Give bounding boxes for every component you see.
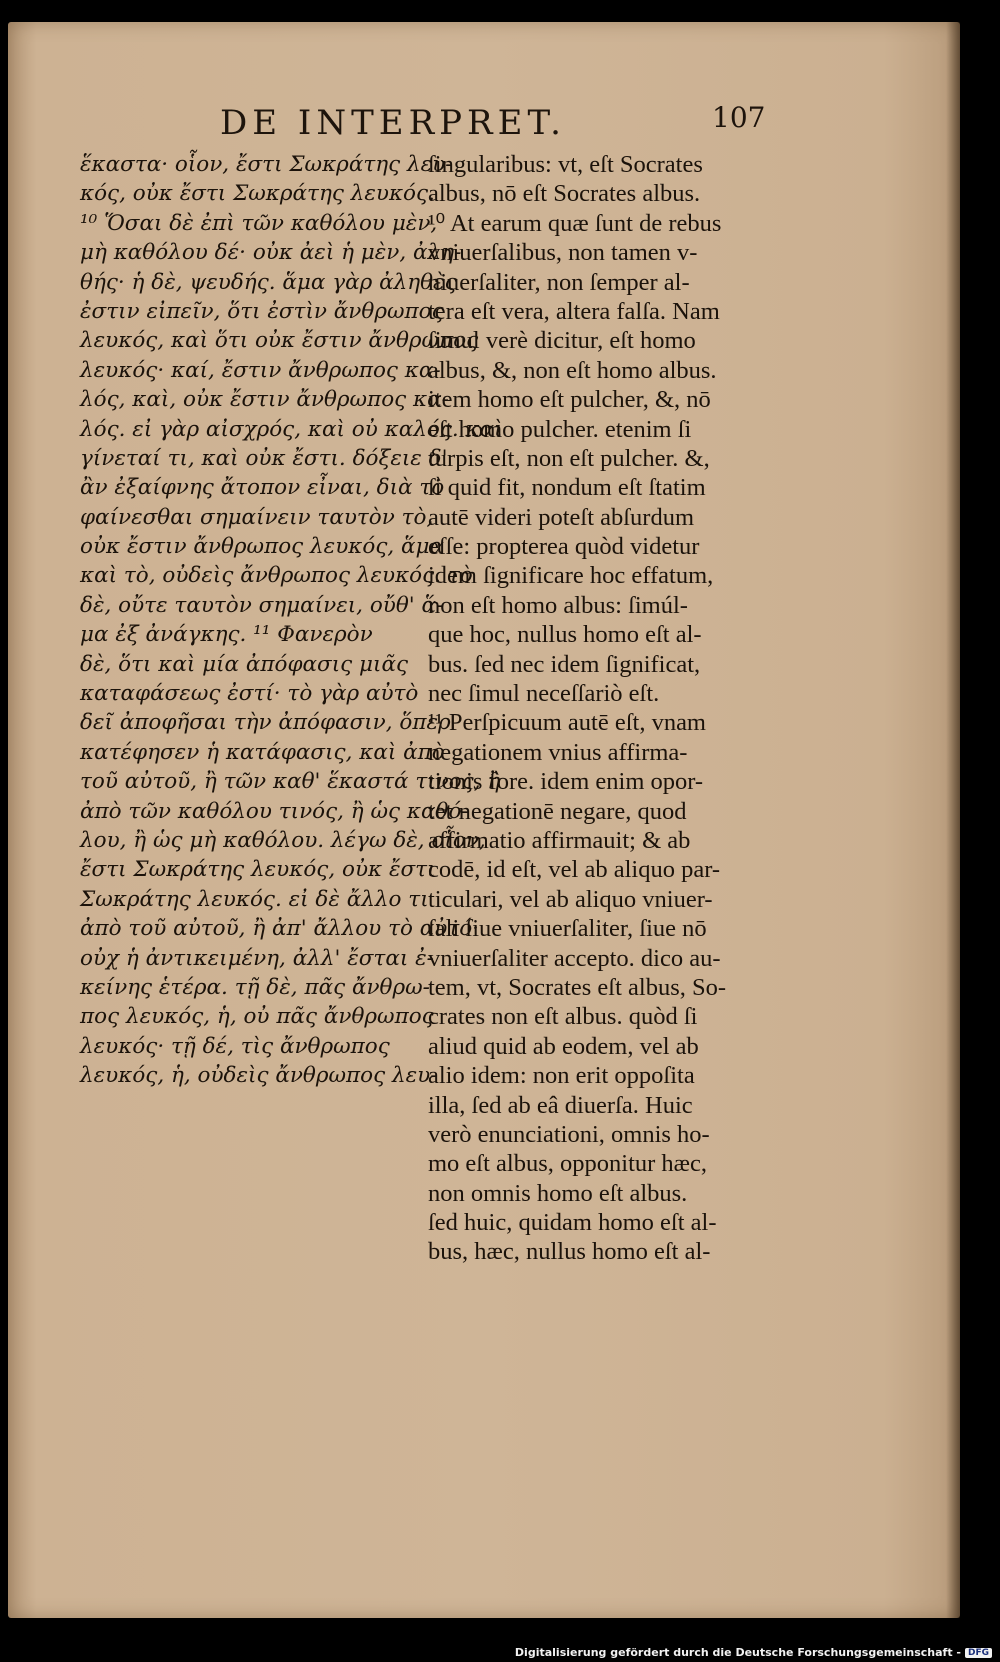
latin-text-line: turpis eſt, non eſt pulcher. &, <box>428 444 710 472</box>
greek-text-line: ἀπὸ τῶν καθόλου τινός, ἢ ὡς καθό- <box>80 798 469 824</box>
latin-text-line: ticulari, vel ab aliquo vniuer- <box>428 885 713 913</box>
greek-text-column <box>80 150 503 1091</box>
greek-text-line: καταφάσεως ἐστί· τὸ γὰρ αὐτὸ <box>80 681 419 707</box>
latin-text-line: ſimul verè dicitur, eſt homo <box>428 327 696 355</box>
greek-text-line: πος λευκός, ἡ, οὐ πᾶς ἄνθρωπος <box>80 1004 434 1030</box>
latin-text-line: albus, nō eſt Socrates albus. <box>428 180 701 208</box>
latin-text-line: que hoc, nullus homo eſt al- <box>428 621 702 649</box>
page-edge-shadow <box>946 22 960 1618</box>
greek-text-line: θής· ἡ δὲ, ψευδής. ἅμα γὰρ ἀληθὲς <box>80 269 457 295</box>
latin-text-line: autē videri poteſt abſurdum <box>428 503 695 531</box>
latin-text-line: ſi quid fit, nondum eſt ſtatim <box>428 474 706 502</box>
greek-text-line: λός. εἰ γὰρ αἰσχρός, καὶ οὐ καλός. καὶ <box>80 416 503 442</box>
greek-text-line: δὲ, ὅτι καὶ μία ἀπόφασις μιᾶς <box>80 651 409 677</box>
latin-text-line: tet negationē negare, quod <box>428 797 687 825</box>
latin-text-line: ¹⁰ At earum quæ ſunt de rebus <box>428 209 722 237</box>
funding-notice: Digitalisierung gefördert durch die Deutsche Forschungsgemeinschaft - <box>514 1646 961 1659</box>
greek-text-line: τοῦ αὐτοῦ, ἢ τῶν καθ' ἕκαστά τινος, ἢ <box>80 769 501 795</box>
greek-text-line: λευκός, καὶ ὅτι οὐκ ἔστιν ἄνθρωπος <box>80 328 479 354</box>
latin-text-line: mo eſt albus, opponitur hæc, <box>428 1150 707 1178</box>
greek-text-line: δεῖ ἀποφῆσαι τὴν ἀπόφασιν, ὅπερ <box>80 710 451 736</box>
greek-text-line: δὲ, οὔτε ταυτὸν σημαίνει, οὔθ' ἅ- <box>80 592 444 618</box>
greek-text-line: γίνεταί τι, καὶ οὐκ ἔστι. δόξειε δ' <box>80 445 448 471</box>
latin-text-line: alio idem: non erit oppoſita <box>428 1062 695 1090</box>
latin-text-line: tera eſt vera, altera falſa. Nam <box>428 297 720 325</box>
latin-text-line: ſingularibus: vt, eſt Socrates <box>428 151 703 178</box>
latin-text-line: affirmatio affirmauit; & ab <box>428 826 691 854</box>
greek-text-line: οὐκ ἔστιν ἄνθρωπος λευκός, ἅμα <box>80 534 445 560</box>
latin-text-line: aliud quid ab eodem, vel ab <box>428 1032 699 1060</box>
latin-text-line: nec ſimul neceſſariò eſt. <box>428 680 660 708</box>
greek-text-line: ἔστι Σωκράτης λευκός, οὐκ ἔστι <box>80 857 436 883</box>
greek-text-line: λευκός· καί, ἔστιν ἄνθρωπος κα- <box>80 357 441 383</box>
latin-text-line: tionis fore. idem enim opor- <box>428 768 704 796</box>
latin-text-line: albus, &, non eſt homo albus. <box>428 356 717 384</box>
latin-text-line: bus. ſed nec idem ſignificat, <box>428 650 701 678</box>
latin-text-line: non eſt homo albus: ſimúl- <box>428 591 688 619</box>
greek-text-line: μα ἐξ ἀνάγκης. ¹¹ Φανερὸν <box>80 622 373 648</box>
latin-text-line: codē, id eſt, vel ab aliquo par- <box>428 856 721 884</box>
latin-text-line: verò enunciationi, omnis ho- <box>428 1120 710 1148</box>
latin-text-line: ¹¹ Perſpicuum autē eſt, vnam <box>428 709 706 737</box>
greek-text-line: κατέφησεν ἡ κατάφασις, καὶ ἀπὸ <box>80 739 445 765</box>
greek-text-line: καὶ τὸ, οὐδεὶς ἄνθρωπος λευκός. τὸ <box>80 563 473 589</box>
latin-text-line: idem ſignificare hoc effatum, <box>428 562 714 590</box>
greek-text-line: ἀπὸ τοῦ αὐτοῦ, ἢ ἀπ' ἄλλου τὸ αὐτό· <box>80 916 479 942</box>
greek-text-line: ἂν ἐξαίφνης ἄτοπον εἶναι, διὰ τὸ <box>80 475 445 501</box>
latin-text-line: item homo eſt pulcher, &, nō <box>428 386 711 414</box>
latin-text-line: ſed huic, quidam homo eſt al- <box>428 1209 717 1237</box>
latin-text-line: bus, hæc, nullus homo eſt al- <box>428 1238 711 1266</box>
latin-text-line: vniuerſalibus, non tamen v- <box>428 239 698 267</box>
running-head: DE INTERPRET. <box>220 103 566 143</box>
greek-text-line: λου, ἢ ὡς μὴ καθόλου. λέγω δὲ, οἷον, <box>80 827 486 853</box>
greek-text-line: ἐστιν εἰπεῖν, ὅτι ἐστὶν ἄνθρωπος <box>80 298 444 324</box>
greek-text-line: κείνης ἑτέρα. τῇ δὲ, πᾶς ἄνθρω- <box>80 974 430 1000</box>
greek-text-line: λός, καὶ, οὐκ ἔστιν ἄνθρωπος κα- <box>80 387 449 413</box>
greek-text-line: κός, οὐκ ἔστι Σωκράτης λευκός. <box>80 181 435 207</box>
latin-text-line: tem, vt, Socrates eſt albus, So- <box>428 973 727 1001</box>
latin-text-line: crates non eſt albus. quòd ſi <box>428 1003 698 1031</box>
latin-text-line: eſſe: propterea quòd videtur <box>428 533 700 561</box>
latin-text-line: eſt homo pulcher. etenim ſi <box>428 415 692 443</box>
greek-text-line: λευκός· τῇ δέ, τὶς ἄνθρωπος <box>80 1033 390 1059</box>
latin-text-line: illa, ſed ab eâ diuerſa. Huic <box>428 1091 693 1119</box>
latin-text-line: ſali ſiue vniuerſaliter, ſiue nō <box>428 915 707 943</box>
greek-text-line: ἕκαστα· οἷον, ἔστι Σωκράτης λευ- <box>80 152 453 177</box>
latin-text-line: non omnis homo eſt albus. <box>428 1179 688 1207</box>
page-number: 107 <box>712 101 766 134</box>
greek-text-line: φαίνεσθαι σημαίνειν ταυτὸν τὸ, <box>80 504 434 530</box>
greek-text-line: οὐχ ἡ ἀντικειμένη, ἀλλ' ἔσται ἐ- <box>80 945 434 971</box>
dfg-logo: DFG <box>965 1648 992 1658</box>
greek-text-line: μὴ καθόλου δέ· οὐκ ἀεὶ ἡ μὲν, ἀλη- <box>80 240 462 266</box>
greek-text-line: Σωκράτης λευκός. εἰ δὲ ἄλλο τι <box>80 886 429 912</box>
latin-text-line: negationem vnius affirma- <box>428 738 688 766</box>
greek-text-line: ¹⁰ Ὅσαι δὲ ἐπὶ τῶν καθόλου μὲν, <box>80 210 438 236</box>
latin-text-line: niuerſaliter, non ſemper al- <box>428 268 690 296</box>
greek-text-line: λευκός, ἡ, οὐδεὶς ἄνθρωπος λευ- <box>80 1063 438 1089</box>
digitization-footer <box>515 1646 992 1659</box>
latin-text-column <box>428 150 768 1267</box>
latin-text-line: vniuerſaliter accepto. dico au- <box>428 944 721 972</box>
